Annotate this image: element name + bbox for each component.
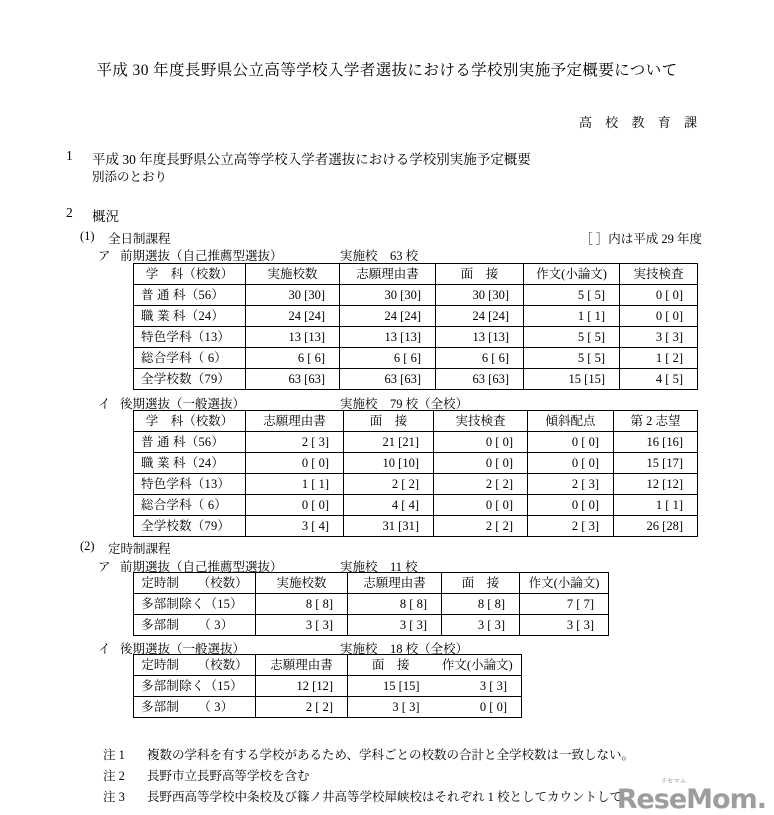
table-row (134, 369, 698, 390)
section-2-title: 概況 (92, 209, 119, 224)
footnote-item (103, 745, 634, 766)
column-header: 面 接 (344, 411, 434, 432)
column-header: 実施校数 (246, 264, 340, 285)
cell-value: 15 [17] (614, 453, 698, 474)
column-header: 面 接 (442, 573, 520, 594)
footnote-item (103, 766, 634, 787)
column-header: 定時制 （校数） (134, 655, 256, 676)
footnote-text: 長野西高等学校中条校及び篠ノ井高等学校犀峡校はそれぞれ 1 校としてカウントして (147, 790, 623, 804)
column-header: 志願理由書 (348, 573, 442, 594)
cell-value: 8 [ 8] (442, 594, 520, 615)
table-header-row (134, 573, 609, 594)
row-label: 多部制除く（15） (134, 594, 256, 615)
table-row (134, 453, 698, 474)
footnotes (103, 745, 634, 808)
row-label: 特色学科（13） (134, 474, 246, 495)
table-row (134, 697, 522, 718)
table-header-row (134, 411, 698, 432)
cell-value: 2 [ 2] (434, 516, 528, 537)
cell-value: 3 [ 3] (442, 615, 520, 636)
column-header: 志願理由書 (246, 411, 344, 432)
cell-value: 0 [ 0] (528, 495, 614, 516)
cell-value: 5 [ 5] (524, 327, 620, 348)
cell-value: 3 [ 3] (256, 615, 348, 636)
cell-value: 3 [ 3] (348, 697, 434, 718)
cell-value: 3 [ 4] (246, 516, 344, 537)
cell-value: 3 [ 3] (348, 615, 442, 636)
cell-value: 21 [21] (344, 432, 434, 453)
table-row (134, 594, 609, 615)
cell-value: 24 [24] (436, 306, 524, 327)
item-i2-school-count: 実施校 18 校（全校） (340, 642, 469, 656)
table-header-row (134, 264, 698, 285)
cell-value: 24 [24] (340, 306, 436, 327)
footnote-text: 複数の学科を有する学校があるため、学科ごとの校数の合計と全学校数は一致しない。 (147, 748, 635, 762)
section-2-number: 2 (66, 205, 73, 220)
cell-value: 0 [ 0] (434, 432, 528, 453)
table-row (134, 615, 609, 636)
item-a1-school-count: 実施校 63 校 (340, 249, 419, 263)
cell-value: 0 [ 0] (246, 495, 344, 516)
row-label: 多部制 （ 3） (134, 697, 256, 718)
table-row (134, 306, 698, 327)
section-1-body: 別添のとおり (92, 170, 168, 184)
column-header: 学 科（校数） (134, 264, 246, 285)
watermark-ruby: リセマム (660, 778, 687, 785)
cell-value: 0 [ 0] (620, 285, 698, 306)
column-header: 作文(小論文) (520, 573, 609, 594)
row-label: 職 業 科（24） (134, 453, 246, 474)
cell-value: 13 [13] (436, 327, 524, 348)
cell-value: 8 [ 8] (348, 594, 442, 615)
cell-value: 24 [24] (246, 306, 340, 327)
cell-value: 30 [30] (246, 285, 340, 306)
item-a1-marker: ア (98, 249, 111, 263)
table-zenki-zenjitsu (133, 263, 698, 390)
table-kouki-teiji (133, 654, 522, 718)
cell-value: 26 [28] (614, 516, 698, 537)
item-i1-marker: イ (98, 397, 111, 411)
cell-value: 1 [ 2] (620, 348, 698, 369)
column-header: 実技検査 (620, 264, 698, 285)
cell-value: 31 [31] (344, 516, 434, 537)
cell-value: 12 [12] (614, 474, 698, 495)
cell-value: 6 [ 6] (436, 348, 524, 369)
row-label: 総合学科（ 6） (134, 348, 246, 369)
row-label: 総合学科（ 6） (134, 495, 246, 516)
cell-value: 8 [ 8] (256, 594, 348, 615)
row-label: 全学校数（79） (134, 369, 246, 390)
cell-value: 2 [ 2] (344, 474, 434, 495)
cell-value: 3 [ 3] (520, 615, 609, 636)
column-header: 志願理由書 (340, 264, 436, 285)
cell-value: 0 [ 0] (246, 453, 344, 474)
subsection-1-marker: (1) (80, 229, 95, 243)
footnote-tag: 注 2 (103, 769, 125, 783)
cell-value: 10 [10] (344, 453, 434, 474)
subsection-1-title: 全日制課程 (108, 232, 171, 246)
cell-value: 15 [15] (348, 676, 434, 697)
item-a2-marker: ア (98, 560, 111, 574)
page-title: 平成 30 年度長野県公立高等学校入学者選抜における学校別実施予定概要について (96, 62, 678, 79)
bracket-legend: ［ ］内は平成 29 年度 (580, 232, 702, 246)
footnote-tag: 注 1 (103, 748, 125, 762)
cell-value: 0 [ 0] (434, 697, 522, 718)
row-label: 普 通 科（56） (134, 432, 246, 453)
column-header: 学 科（校数） (134, 411, 246, 432)
cell-value: 16 [16] (614, 432, 698, 453)
row-label: 職 業 科（24） (134, 306, 246, 327)
resemom-watermark (616, 778, 766, 815)
cell-value: 4 [ 5] (620, 369, 698, 390)
column-header: 定時制 （校数） (134, 573, 256, 594)
column-header: 作文(小論文) (524, 264, 620, 285)
cell-value: 13 [13] (246, 327, 340, 348)
cell-value: 0 [ 0] (434, 495, 528, 516)
table-kouki-zenjitsu (133, 410, 698, 537)
item-i2-title: 後期選抜（一般選抜） (120, 642, 246, 656)
cell-value: 2 [ 3] (528, 516, 614, 537)
cell-value: 7 [ 7] (520, 594, 609, 615)
cell-value: 0 [ 0] (528, 432, 614, 453)
column-header: 実技検査 (434, 411, 528, 432)
cell-value: 6 [ 6] (246, 348, 340, 369)
table-row (134, 327, 698, 348)
column-header: 面 接 (436, 264, 524, 285)
table-zenki-teiji (133, 572, 609, 636)
item-a2-school-count: 実施校 11 校 (340, 560, 418, 574)
item-a1-title: 前期選抜（自己推薦型選抜） (120, 249, 283, 263)
table-header-row (134, 655, 522, 676)
cell-value: 2 [ 2] (256, 697, 348, 718)
cell-value: 1 [ 1] (614, 495, 698, 516)
cell-value: 3 [ 3] (434, 676, 522, 697)
item-i2-marker: イ (98, 642, 111, 656)
footnote-item (103, 787, 634, 808)
cell-value: 2 [ 3] (528, 474, 614, 495)
cell-value: 0 [ 0] (620, 306, 698, 327)
row-label: 多部制除く（15） (134, 676, 256, 697)
column-header: 傾斜配点 (528, 411, 614, 432)
subsection-2-marker: (2) (80, 539, 95, 553)
issuing-department: 高 校 教 育 課 (578, 115, 702, 130)
table-row (134, 676, 522, 697)
cell-value: 63 [63] (246, 369, 340, 390)
cell-value: 5 [ 5] (524, 348, 620, 369)
cell-value: 13 [13] (340, 327, 436, 348)
table-row (134, 348, 698, 369)
row-label: 普 通 科（56） (134, 285, 246, 306)
section-1-title: 平成 30 年度長野県公立高等学校入学者選抜における学校別実施予定概要 (92, 152, 531, 167)
cell-value: 3 [ 3] (620, 327, 698, 348)
watermark-text: ReseMom (616, 784, 757, 815)
cell-value: 15 [15] (524, 369, 620, 390)
watermark-dot: . (756, 784, 766, 815)
row-label: 全学校数（79） (134, 516, 246, 537)
cell-value: 63 [63] (340, 369, 436, 390)
subsection-2-title: 定時制課程 (108, 542, 171, 556)
column-header: 面 接 (348, 655, 434, 676)
cell-value: 1 [ 1] (524, 306, 620, 327)
cell-value: 0 [ 0] (528, 453, 614, 474)
cell-value: 1 [ 1] (246, 474, 344, 495)
table-row (134, 432, 698, 453)
item-a2-title: 前期選抜（自己推薦型選抜） (120, 560, 283, 574)
footnote-tag: 注 3 (103, 790, 125, 804)
table-row (134, 285, 698, 306)
item-i1-title: 後期選抜（一般選抜） (120, 397, 246, 411)
cell-value: 12 [12] (256, 676, 348, 697)
cell-value: 4 [ 4] (344, 495, 434, 516)
cell-value: 5 [ 5] (524, 285, 620, 306)
table-row (134, 495, 698, 516)
item-i1-school-count: 実施校 79 校（全校） (340, 397, 469, 411)
footnote-text: 長野市立長野高等学校を含む (147, 769, 310, 783)
row-label: 多部制 （ 3） (134, 615, 256, 636)
cell-value: 2 [ 2] (434, 474, 528, 495)
cell-value: 0 [ 0] (434, 453, 528, 474)
cell-value: 30 [30] (340, 285, 436, 306)
table-row (134, 516, 698, 537)
cell-value: 2 [ 3] (246, 432, 344, 453)
cell-value: 6 [ 6] (340, 348, 436, 369)
column-header: 実施校数 (256, 573, 348, 594)
table-row (134, 474, 698, 495)
cell-value: 63 [63] (436, 369, 524, 390)
column-header: 第 2 志望 (614, 411, 698, 432)
section-1-number: 1 (66, 148, 73, 163)
row-label: 特色学科（13） (134, 327, 246, 348)
cell-value: 30 [30] (436, 285, 524, 306)
column-header: 作文(小論文) (434, 655, 522, 676)
column-header: 志願理由書 (256, 655, 348, 676)
